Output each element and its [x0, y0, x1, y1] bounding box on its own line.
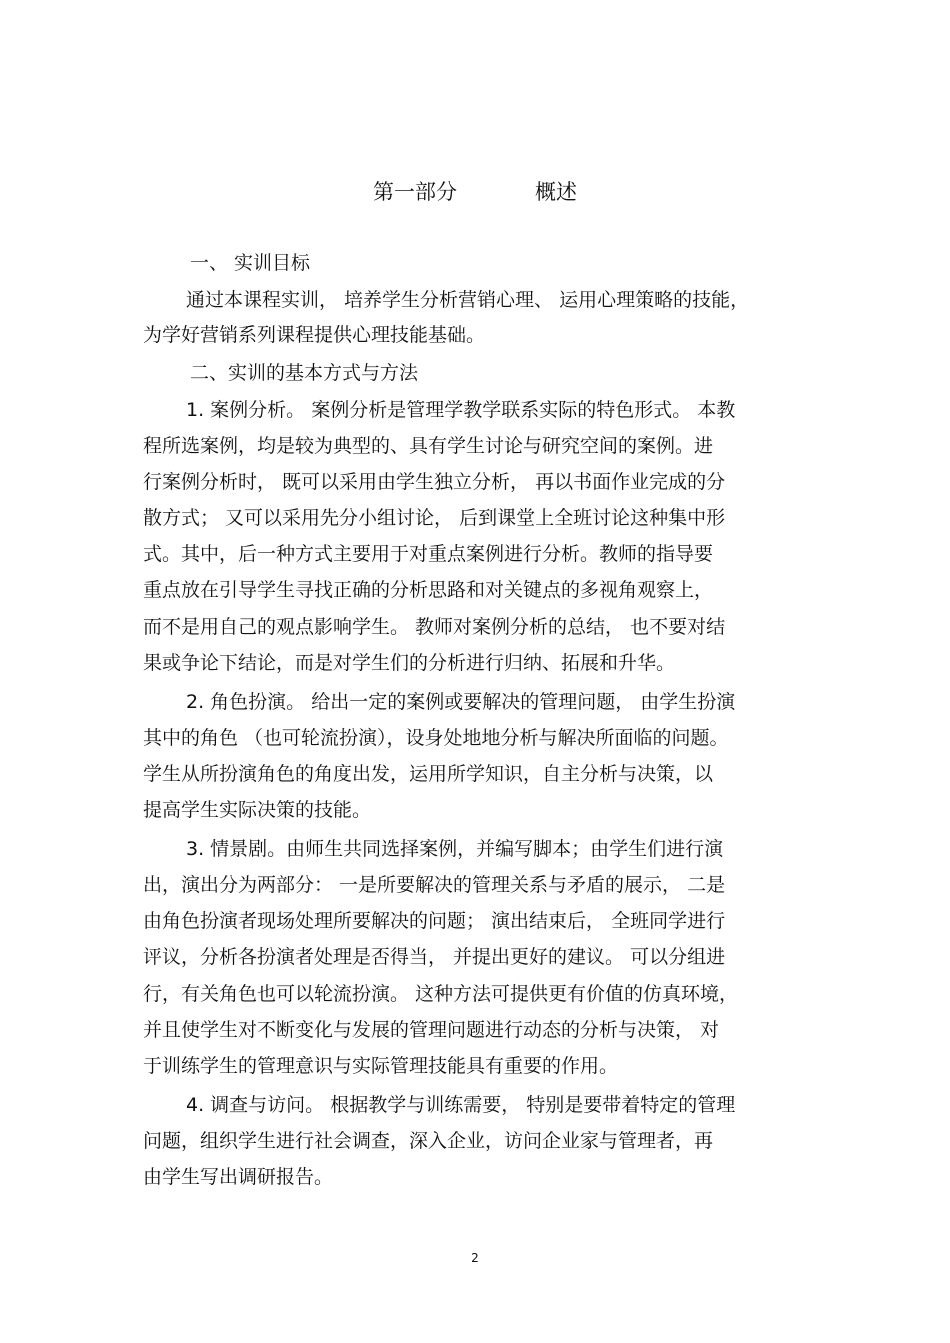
paragraph-line: 而不是用自己的观点影响学生。 教师对案例分析的总结， 也不要对结: [143, 616, 726, 638]
section-title-name: 概述: [535, 180, 577, 204]
paragraph-line: 3. 情景剧。由师生共同选择案例，并编写脚本；由学生们进行演: [186, 838, 724, 860]
section-title: [0, 178, 950, 206]
paragraph-line: 为学好营销系列课程提供心理技能基础。: [143, 324, 486, 346]
paragraph-line: 由学生写出调研报告。: [143, 1166, 334, 1188]
paragraph-line: 并且使学生对不断变化与发展的管理问题进行动态的分析与决策， 对: [143, 1019, 720, 1041]
paragraph-line: 提高学生实际决策的技能。: [143, 799, 372, 821]
paragraph-line: 2. 角色扮演。 给出一定的案例或要解决的管理问题， 由学生扮演: [186, 691, 736, 713]
paragraph-line: 4. 调查与访问。 根据教学与训练需要， 特别是要带着特定的管理: [186, 1094, 736, 1116]
heading-training-methods: 二、实训的基本方式与方法: [190, 362, 419, 384]
paragraph-line: 重点放在引导学生寻找正确的分析思路和对关键点的多视角观察上，: [143, 579, 714, 601]
section-title-part: 第一部分: [373, 180, 457, 204]
paragraph-line: 散方式； 又可以采用先分小组讨论， 后到课堂上全班讨论这种集中形: [143, 507, 726, 529]
paragraph-line: 行案例分析时， 既可以采用由学生独立分析， 再以书面作业完成的分: [143, 471, 726, 493]
paragraph-line: 于训练学生的管理意识与实际管理技能具有重要的作用。: [143, 1055, 619, 1077]
paragraph-line: 通过本课程实训， 培养学生分析营销心理、 运用心理策略的技能，: [186, 289, 750, 311]
paragraph-line: 问题，组织学生进行社会调查，深入企业，访问企业家与管理者，再: [143, 1130, 714, 1152]
paragraph-line: 程所选案例，均是较为典型的、具有学生讨论与研究空间的案例。进: [143, 435, 714, 457]
paragraph-line: 由角色扮演者现场处理所要解决的问题； 演出结束后， 全班同学进行: [143, 910, 726, 932]
paragraph-line: 行，有关角色也可以轮流扮演。 这种方法可提供更有价值的仿真环境，: [143, 983, 739, 1005]
heading-training-goal: 一、 实训目标: [190, 252, 311, 274]
page-number: 2: [471, 1251, 479, 1265]
paragraph-line: 1. 案例分析。 案例分析是管理学教学联系实际的特色形式。 本教: [186, 399, 736, 421]
paragraph-line: 评议，分析各扮演者处理是否得当， 并提出更好的建议。 可以分组进: [143, 946, 726, 968]
paragraph-line: 果或争论下结论，而是对学生们的分析进行归纳、拓展和升华。: [143, 652, 676, 674]
paragraph-line: 学生从所扮演角色的角度出发，运用所学知识，自主分析与决策，以: [143, 763, 714, 785]
paragraph-line: 其中的角色 （也可轮流扮演），设身处地地分析与解决所面临的问题。: [143, 727, 729, 749]
paragraph-line: 式。其中，后一种方式主要用于对重点案例进行分析。教师的指导要: [143, 543, 714, 565]
paragraph-line: 出，演出分为两部分： 一是所要解决的管理关系与矛盾的展示， 二是: [143, 874, 726, 896]
